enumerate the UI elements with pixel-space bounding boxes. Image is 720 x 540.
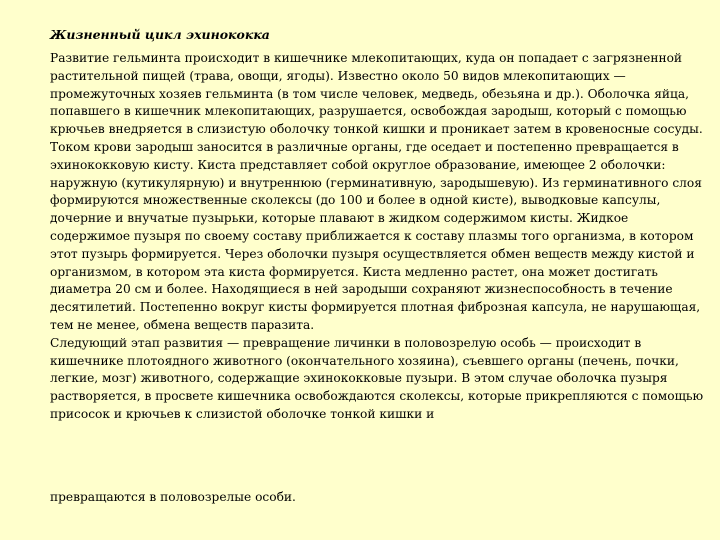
paragraph-echinococcus-development: Развитие гельминта происходит в кишечнике млекопитающих, куда он попадает с загрязненной растительной пищей (трава, овощи, ягоды). Известно около 50 видов млекопитающих — промежуточных хозяев гельминта (в том числе человек, медведь, обезьяна и др.). Оболочка яйца, попавшего в кишечник млекопитающих, разрушается, освобождая зародыш, который с помощью крючьев внедряется в слизистую оболочку тонкой кишки и проникает затем в кровеносные сосуды. Током крови зародыш заносится в различные органы, где оседает и постепенно превращается в эхинококковую кисту. Киста представляет собой округлое образование, имеющее 2 оболочки: наружную (кутикулярную) и внутреннюю (герминативную, зародышевую). Из герминативного слоя формируются множественные сколексы (до 100 и более в одной кисте), выводковые капсулы, дочерние и внучатые пузырьки, которые плавают в жидком содержимом кисты. Жидкое содержимое пузыря по своему составу приближается к составу плазмы того организма, в котором этот пузырь формируется. Через оболочки пузыря осуществляется обмен веществ между кистой и организмом, в котором эта киста формируется. Киста медленно растет, она может достигать диаметра 20 см и более. Находящиеся в ней зародыши сохраняют жизнеспособность в течение десятилетий. Постепенно вокруг кисты формируется плотная фиброзная капсула, не нарушающая, тем не менее, обмена веществ паразита. [50, 51, 703, 332]
paragraph-next-stage: Следующий этап развития — превращение личинки в половозрелую особь — происходит в кишечнике плотоядного животного (окончательного хозяина), съевшего органы (печень, почки, легкие, мозг) животного, содержащие эхинококковые пузыри. В этом случае оболочка пузыря растворяется, в просвете кишечника освобождаются сколексы, которые прикрепляются с помощью присосок и крючьев к слизистой оболочке тонкой кишки и [50, 335, 704, 421]
document-body [50, 50, 705, 424]
document-title: Жизненный цикл эхинококка [50, 27, 270, 42]
paragraph-tail: превращаются в половозрелые особи. [50, 490, 296, 504]
